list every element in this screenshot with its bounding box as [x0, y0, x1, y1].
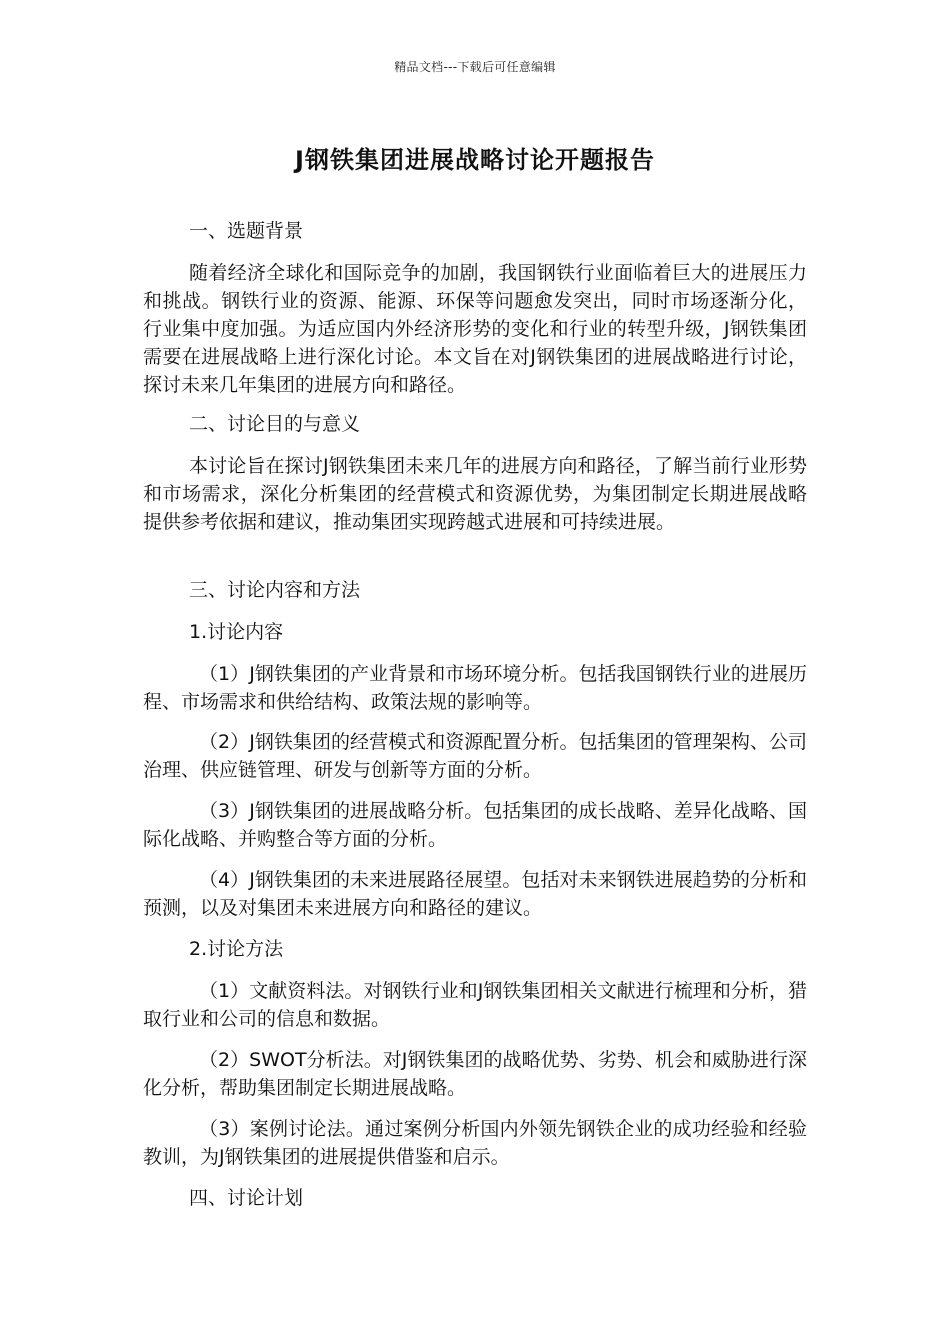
list-item: （1）J钢铁集团的产业背景和市场环境分析。包括我国钢铁行业的进展历程、市场需求和供给结构、政策法规的影响等。: [143, 663, 807, 713]
section-heading: 一、选题背景: [189, 220, 304, 242]
list-item: （1）文献资料法。对钢铁行业和J钢铁集团相关文献进行梳理和分析，猎取行业和公司的信息和数据。: [143, 980, 807, 1030]
subsection-heading: 1.讨论内容: [189, 621, 284, 643]
section-heading: 二、讨论目的与意义: [189, 413, 361, 435]
list-item: （2）J钢铁集团的经营模式和资源配置分析。包括集团的管理架构、公司治理、供应链管理、研发与创新等方面的分析。: [143, 731, 807, 781]
subsection-heading: 2.讨论方法: [189, 938, 284, 960]
document-title: J钢铁集团进展战略讨论开题报告: [295, 146, 655, 174]
header-note: 精品文档---下载后可任意编辑: [394, 60, 556, 74]
list-item: （4）J钢铁集团的未来进展路径展望。包括对未来钢铁进展趋势的分析和预测，以及对集团未来进展方向和路径的建议。: [143, 869, 807, 919]
section-heading: 三、讨论内容和方法: [189, 579, 361, 601]
list-item: （3）案例讨论法。通过案例分析国内外领先钢铁企业的成功经验和经验教训，为J钢铁集团的进展提供借鉴和启示。: [143, 1118, 807, 1168]
list-item: （2）SWOT分析法。对J钢铁集团的战略优势、劣势、机会和威胁进行深化分析，帮助集团制定长期进展战略。: [143, 1049, 807, 1099]
list-item: （3）J钢铁集团的进展战略分析。包括集团的成长战略、差异化战略、国际化战略、并购整合等方面的分析。: [143, 800, 807, 850]
paragraph: 本讨论旨在探讨J钢铁集团未来几年的进展方向和路径，了解当前行业形势和市场需求，深化分析集团的经营模式和资源优势，为集团制定长期进展战略提供参考依据和建议，推动集团实现跨越式进展和可持续进展。: [143, 455, 807, 533]
section-heading: 四、讨论计划: [189, 1187, 304, 1209]
paragraph: 随着经济全球化和国际竞争的加剧，我国钢铁行业面临着巨大的进展压力和挑战。钢铁行业的资源、能源、环保等问题愈发突出，同时市场逐渐分化，行业集中度加强。为适应国内外经济形势的变化和行业的转型升级，J钢铁集团需要在进展战略上进行深化讨论。本文旨在对J钢铁集团的进展战略进行讨论，探讨未来几年集团的进展方向和路径。: [143, 262, 807, 396]
